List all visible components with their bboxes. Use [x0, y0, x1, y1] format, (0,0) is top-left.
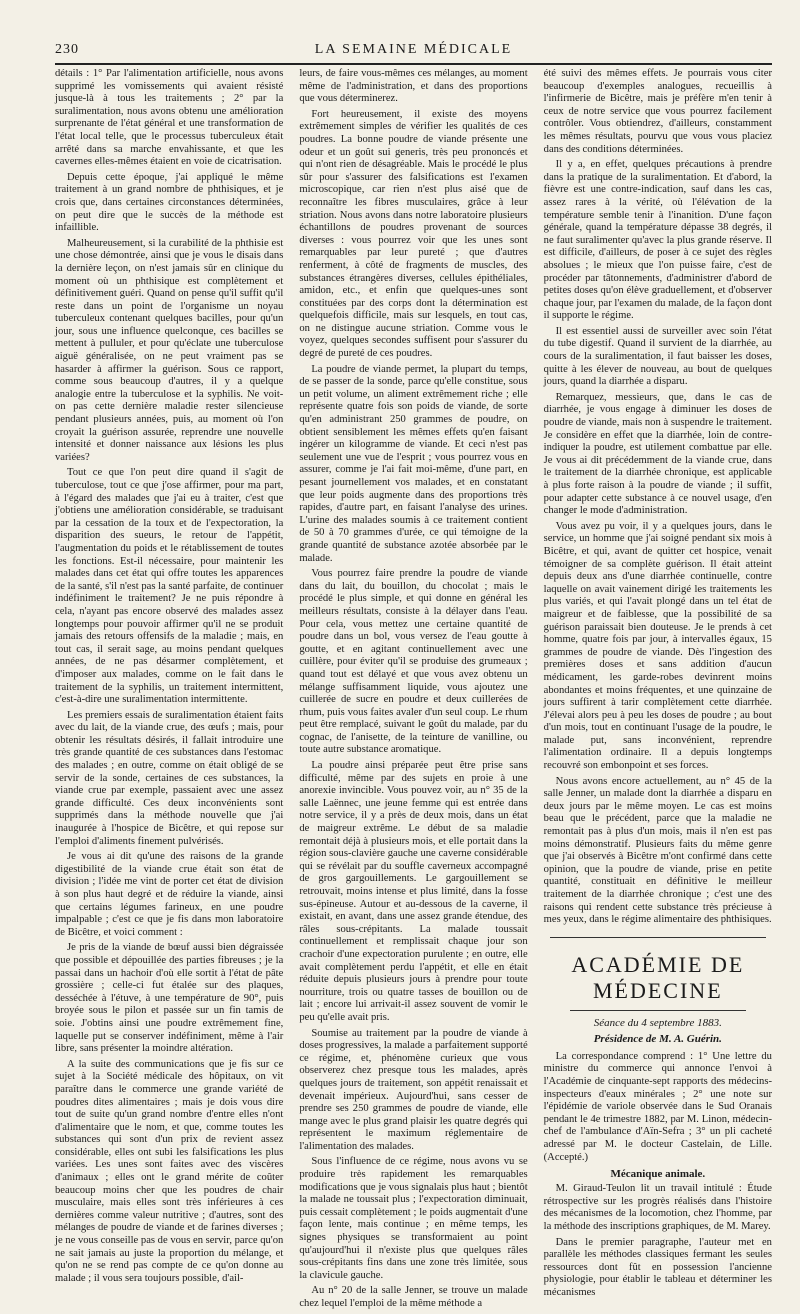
paragraph: Il y a, en effet, quelques précautions à prendre dans la pratique de la suralimentation. Et d'abord, la fièvre est une contre-indication, sauf dans les cas, assez rares à la vérité, où l'élévation de la température semble tenir à l'inanition. D'une façon générale, quand la température dépasse 38 degrés, il ne faut suralimenter qu'avec la plus grande réserve. Il est difficile, d'ailleurs, de poser à ce sujet des règles absolues ; le mieux que l'on puisse faire, c'est de procéder par tâtonnements, d'administrer d'abord de petites doses qu'on élève graduellement, et d'observer chaque jour, par l'examen du malade, de la façon dont il supporte le régime.: [543, 159, 772, 322]
page-header: [55, 40, 772, 60]
column-right: [544, 68, 772, 1314]
paragraph: Dans le premier paragraphe, l'auteur met en parallèle les méthodes classiques fermant les seules ressources dont fût en possession l'ancienne physiologie, pour établir le tableau et déterminer les mécanismes: [543, 1236, 772, 1298]
paragraph: Sous l'influence de ce régime, nous avons vu se produire très rapidement les remarquables modifications que je vous signalais plus haut ; bientôt la malade ne toussait plus ; l'expectoration diminuait, puis cessait complètement ; le poids augmentait d'une façon lente, mais continue ; en même temps, les signes physiques se transformaient au point qu'aujourd'hui il n'existe plus que quelques râles sous-crépitants fins dans une zone très limitée, sous la clavicule gauche.: [299, 1156, 528, 1281]
header-rule: [55, 63, 772, 65]
paragraph: Il est essentiel aussi de surveiller avec soin l'état du tube digestif. Quand il survient de la diarrhée, au cours de la suralimentation, il faut baisser les doses, quitte à les élever de nouveau, au bout de quelques jours, quand la diarrhée a disparu.: [543, 325, 772, 388]
page-number: 230: [55, 42, 79, 57]
presidency-line: Présidence de M. A. Guérin.: [593, 1032, 722, 1045]
section-separator: [550, 937, 766, 938]
paragraph: détails : 1° Par l'alimentation artificielle, nous avons supprimé les vomissements qui avaient résisté jusque-là à tous les traitements ; 2° par la suralimentation, nous avons obtenu une amélioration surprenante de l'état général et une transformation de l'état local telle, que le processus tuberculeux était arrêté dans sa marche envahissante, et que les cavernes elles-mêmes étaient en voie de cicatrisation.: [55, 68, 284, 168]
paragraph: leurs, de faire vous-mêmes ces mélanges, au moment même de l'administration, et dans des proportions que vous déterminerez.: [299, 68, 528, 105]
paragraph: La poudre de viande permet, la plupart du temps, de se passer de la sonde, parce qu'elle constitue, sous un petit volume, un aliment extrêmement riche ; elle représente quatre fois son poids de viande, de sorte qu'en administrant 250 grammes de poudre, on obtient sensiblement les mêmes effets qu'en faisant ingérer un kilogramme de viande. Et ceci n'est pas seulement une vue de l'esprit ; vous pourrez vous en assurer, comme je l'ai fait moi-même, d'une part, en pesant journellement vos malades, et en constatant que leur poids augmente dans des proportions très rapides, d'autre part, en faisant l'analyse des urines. L'urine des malades soumis à ce traitement contient de 50 à 70 grammes d'urée, ce qui témoigne de la grande quantité de substance azotée absorbée par le malade.: [299, 363, 528, 564]
paragraph: Nous avons encore actuellement, au n° 45 de la salle Jenner, un malade dont la diarrhée a disparu en deux jours par le même moyen. Le cas est moins beau que le précédent, parce que la maladie ne remontait pas à plus d'un mois, mais il n'en est pas moins démonstratif. Plusieurs faits du même genre que j'ai observés à Bicêtre m'ont confirmé dans cette opinion, que la poudre de viande, prise en petite quantité, constituait en définitive le meilleur traitement de la diarrhée chronique ; c'est une des raisons qui rendent cette substance très précieuse à mes yeux, dans le régime alimentaire des phthisiques.: [543, 775, 772, 926]
paragraph: A la suite des communications que je fis sur ce sujet à la Société médicale des hôpitaux, on vit paraître dans le commerce une grande variété de poudres dites alimentaires ; mais je dois vous dire tout de suite qu'un grand nombre d'entre elles n'ont d'alimentaire que le nom, et que, comme toutes les substances qui sont d'un prix de revient assez considérable, elles ont subi les falsifications les plus variées. Les unes sont faites avec des viscères d'animaux ; elles ont le grand mérite de coûter beaucoup moins cher que les poudres de chair musculaire, mais elles sont très inférieures à ces dernières comme valeur nutritive ; d'autres, sont des mélanges de poudre de viande et de farines diverses ; je ne vous conseille pas de vous en servir, parce qu'on ne sait jamais au juste la proportion du mélange, et qu'on ne se rend pas compte de ce qu'on donne au malade ; il vous sera toujours possible, d'ail-: [55, 1058, 284, 1284]
paragraph: Vous pourrez faire prendre la poudre de viande dans du lait, du bouillon, du chocolat ; mais le procédé le plus simple, et qui donne en général les meilleurs résultats, consiste à la délayer dans l'eau. Pour cela, vous mettez une certaine quantité de poudre dans un bol, vous versez de l'eau goutte à goutte, et en agitant continuellement avec une cuillère, pour éviter qu'il se produise des grumeaux ; quand tout est délayé et que vous avez obtenu un mélange suffisamment liquide, vous ajoutez une cuillerée de sucre en poudre et deux cuillerées de rhum, puis vous faites avaler d'un seul coup. Le rhum peut être remplacé, suivant le goût du malade, par du cognac, de l'anisette, de la teinture de vanilline, ou toute autre substance aromatique.: [299, 568, 528, 756]
paragraph: Vous avez pu voir, il y a quelques jours, dans le service, un homme que j'ai soigné pendant six mois à Bicêtre, et qui, avant de quitter cet hospice, venait témoigner de sa complète guérison. Il était atteint depuis deux ans d'une diarrhée continuelle, contre laquelle on avait vainement dirigé les traitements les plus variés, et qui l'avait plongé dans un tel état de maigreur et de faiblesse, que la possibilité de sa guérison paraissait bien douteuse. Je le prends à cet homme, quatre fois par jour, à intervalles égaux, 15 grammes de poudre de viande. Dès l'ingestion des premières doses et sans addition d'aucun médicament, les garde-robes devinrent moins abondantes et moins fréquentes, et une quinzaine de jours suffirent à tarir complètement cette diarrhée. J'élevai alors peu à peu les doses de poudre ; au bout d'un mois, tout en continuant l'usage de la poudre, le malade put, sans inconvénient, reprendre l'alimentation ordinaire. Il a depuis longtemps recouvré son embonpoint et ses forces.: [543, 520, 772, 772]
paragraph: Je pris de la viande de bœuf aussi bien dégraissée que possible et dépouillée des parties fibreuses ; je la passai dans un hachoir d'où elle sortit à l'état de pâte grossière ; celle-ci fut étalée sur des plaques, desséchée à l'étuve, à une température de 90°, puis broyée sous le pilon et passée sur un fin tamis de soie. J'obtins ainsi une poudre extrêmement fine, laquelle put se conserver indéfiniment, même à l'air libre, sans présenter la moindre altération.: [55, 942, 284, 1055]
paragraph: M. Giraud-Teulon lit un travail intitulé : Étude rétrospective sur les progrès réalisés dans l'histoire des mécanismes de la locomotion, chez l'homme, par la méthode des inscriptions graphiques, de M. Marey.: [543, 1183, 772, 1232]
column-middle: [299, 68, 527, 1314]
paragraph: été suivi des mêmes effets. Je pourrais vous citer beaucoup d'exemples analogues, recueillis à l'infirmerie de Bicêtre, mais je préfère m'en tenir à ceux de notre service que vous pourrez facilement contrôler. Vous obtiendrez, d'ailleurs, constamment les mêmes résultats, pourvu que vous vous placiez dans des conditions déterminées.: [543, 68, 772, 155]
paragraph: Depuis cette époque, j'ai appliqué le même traitement à un grand nombre de phthisiques, et je crois que, dans certaines circonstances déterminées, on peut dire que le succès de la méthode est infaillible.: [55, 171, 284, 234]
running-title: LA SEMAINE MÉDICALE: [314, 42, 513, 57]
subheading: Mécanique animale.: [610, 1168, 706, 1181]
paragraph: Malheureusement, si la curabilité de la phthisie est une chose démontrée, ainsi que je vous le disais dans la dernière leçon, on n'est jamais sûr en clinique du moment où un phthisique est complètement et définitivement guéri. Quand on pense qu'il suffit qu'il reste dans un point de l'organisme un noyau tuberculeux contenant quelques bacilles, pour qu'un jour, sous une influence quelconque, ces bacilles se mettent à pulluler, et pour qu'éclate une tuberculose aiguë généralisée, on ne peut vraiment pas se hasarder à affirmer la guérison. Sous ce rapport, comme sous beaucoup d'autres, il y a quelque analogie entre la tuberculose et la syphilis. Ne voit-on pas cette dernière maladie rester silencieuse pendant plusieurs années, puis, au moment où l'on croyait la guérison assurée, reprendre une nouvelle intensité et donner naissance aux lésions les plus variées?: [55, 237, 284, 463]
section-title: ACADÉMIE DE MÉDECINE: [571, 951, 745, 1003]
session-date: Séance du 4 septembre 1883.: [593, 1016, 722, 1029]
paragraph: Les premiers essais de suralimentation étaient faits avec du lait, de la viande crue, des œufs ; mais, pour obtenir les résultats désirés, il fallait introduire une très grande quantité de ces substances dans l'estomac des malades ; en outre, comme on était obligé de se servir de la sonde, certaines de ces substances, la viande crue par exemple, passaient avec une assez grande difficulté. Ces deux inconvénients sont supprimés dans la méthode nouvelle que j'ai inaugurée à l'hospice de Bicêtre, et qui repose sur l'emploi d'aliments finement pulvérisés.: [55, 709, 284, 847]
paragraph: Au n° 20 de la salle Jenner, se trouve un malade chez lequel l'emploi de la même méthode a: [299, 1285, 528, 1309]
column-left: [55, 68, 283, 1314]
paragraph: Je vous ai dit qu'une des raisons de la grande digestibilité de la viande crue était son état de division ; l'idée me vint de porter cet état de division à son plus haut degré et de réduire la viande, ainsi que certains légumes farineux, en une poudre impalpable ; c'est ce que je fis dans mon laboratoire de Bicêtre, et voici comment :: [55, 851, 284, 938]
paragraph: Fort heureusement, il existe des moyens extrêmement simples de vérifier les qualités de ces poudres. La bonne poudre de viande présente une odeur et un goût sui generis, très peu prononcés et qui n'ont rien de désagréable. Mais le procédé le plus sûr pour s'assurer des falsifications est l'examen microscopique, car rien n'est plus aisé que de reconnaître les fibres musculaires, grâce à leur striation. Nous avons dans notre laboratoire plusieurs échantillons de poudres provenant de sources diverses : vous pourrez voir que les unes sont remarquables par leur pureté ; que d'autres renferment, à côté de fragments de muscles, des substances étrangères diverses, cellules épithéliales, amidon, etc., et enfin que quelques-unes sont constituées par des corps dont la détermination est quelquefois difficile, mais sur lesquels, en tout cas, on ne distingue aucune striation. Comme vous le voyez, quelques secondes suffisent pour s'assurer du degré de pureté de ces poudres.: [299, 108, 528, 360]
paragraph: La correspondance comprend : 1° Une lettre du ministre du commerce qui annonce l'envoi à l'Académie de cinquante-sept rapports des médecins-inspecteurs d'eaux minérales ; 2° une note sur l'épidémie de variole observée dans le Sud Oranais pendant le 4e trimestre 1882, par M. Linon, médecin-chef de l'ambulance d'Aïn-Sefra ; 3° un pli cacheté adressé par M. le docteur Castelain, de Lille. (Accepté.): [543, 1050, 772, 1163]
paragraph: La poudre ainsi préparée peut être prise sans difficulté, même par des sujets en proie à une anorexie invincible. Vous pouvez voir, au n° 35 de la salle Laënnec, une jeune femme qui est entrée dans notre service, il y a près de deux mois, dans un état de maigreur extrême. Le début de sa maladie remontait déjà à plusieurs mois, et elle portait dans la région sous-clavière gauche une caverne considérable qui se révélait par du souffle caverneux accompagné de gros gargouillements. Le gargouillement se retrouvait, moins intense et plus limité, dans la fosse sus-épineuse. Autour et au-dessous de la caverne, il existait, en avant, dans une assez grande étendue, des râles sous-crépitants. La malade toussait continuellement et remplissait chaque jour son crachoir d'une expectoration purulente ; en outre, elle avait complètement perdu l'appétit, et elle en était réduite depuis plusieurs jours à prendre pour toute nourriture, trois ou quatre tasses de bouillon ou de lait ; encore lui arrivait-il assez souvent de vomir le peu qu'elle avait pris.: [299, 760, 528, 1023]
paragraph: Tout ce que l'on peut dire quand il s'agit de tuberculose, tout ce que j'ose affirmer, pour ma part, à l'égard des malades que j'ai eu à traiter, c'est que j'obtiens une amélioration considérable, se traduisant par la cessation de la toux et de l'expectoration, la disparition des sueurs, le retour de l'appétit, l'augmentation du poids et le rétablissement de toutes les fonctions. Est-il nécessaire, pour maintenir les malades dans cet état qui offre toutes les apparences de la santé, s'il n'est pas la santé parfaite, de continuer indéfiniment le traitement? Je ne puis répondre à cela, n'ayant pas encore observé des malades assez longtemps pour pouvoir affirmer qu'il ne se produit jamais des retours offensifs de la maladie ; mais, en tout cas, il serait sage, au moins pendant quelques années, de ne pas désarmer complètement, et d'imposer aux malades, comme on le fait dans le traitement de la syphilis, un traitement intermittent, c'est-à-dire une suralimentation intermittente.: [55, 467, 284, 706]
paragraph: Soumise au traitement par la poudre de viande à doses progressives, la malade a parfaitement supporté ce régime, et, phénomène curieux que vous observerez chez presque tous les malades, après quelques jours de traitement, son appétit renaissait et devenait impérieux. Aujourd'hui, sans cesser de prendre ses 250 grammes de poudre de viande, elle mange avec le plus grand plaisir les quatre degrés qui représentent le maximum réglementaire de l'alimentation des malades.: [299, 1027, 528, 1152]
text-columns: [55, 68, 772, 1309]
section-rule: [570, 1010, 746, 1011]
paragraph: Remarquez, messieurs, que, dans le cas de diarrhée, je vous engage à diminuer les doses de poudre de viande, mais non à suspendre le traitement. Je considère en effet que la diarrhée, loin de contre-indiquer la poudre, est utilement combattue par elle. Je vous ai dit précédemment de la viande crue, dans le traitement de la diarrhée chronique, est applicable à plus forte raison à la poudre de viande ; il suffit, pour adapter cette substance à ce nouvel usage, d'en changer le mode d'administration.: [543, 391, 772, 517]
